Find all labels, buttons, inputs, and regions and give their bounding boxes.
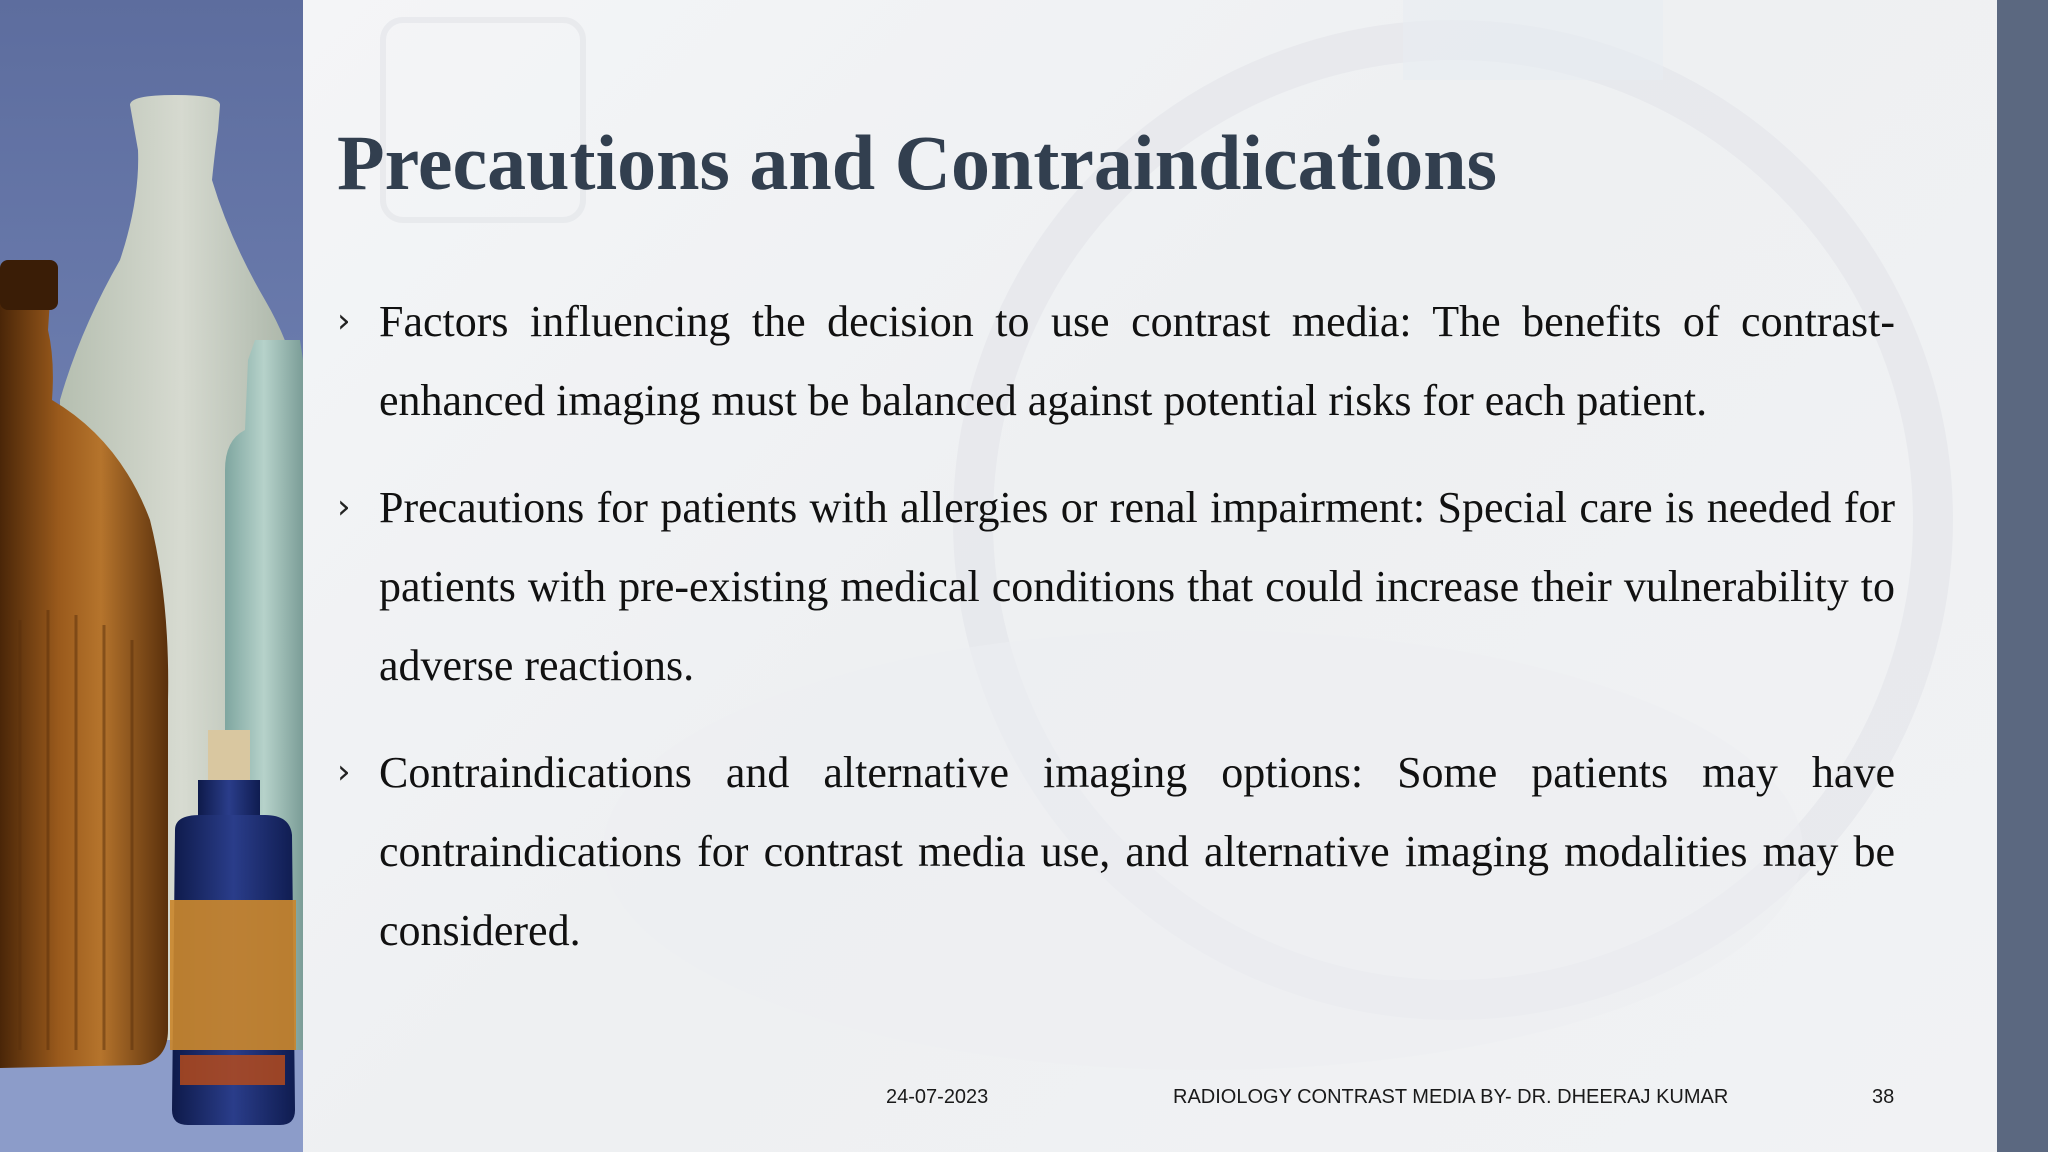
bullet-text: Contraindications and alternative imaging options: Some patients may have contraindications for contrast media use, and alternative imaging modalities may be considered. — [379, 748, 1895, 955]
bullet-item — [337, 468, 1895, 705]
footer-title: RADIOLOGY CONTRAST MEDIA BY- DR. DHEERAJ KUMAR — [1173, 1086, 1729, 1108]
bullet-item — [337, 733, 1895, 970]
bullet-chevron-icon: › — [337, 752, 351, 792]
bullet-text: Factors influencing the decision to use contrast media: The benefits of contrast-enhanced imaging must be balanced against potential risks for each patient. — [379, 297, 1895, 425]
slide-title: Precautions and Contraindications — [337, 119, 1498, 206]
bullet-list — [337, 282, 1895, 998]
page-number: 38 — [1872, 1086, 1895, 1108]
bullet-text: Precautions for patients with allergies or renal impairment: Special care is needed for patients with pre-existing medical conditions that could increase their vulnerability to adverse reactions. — [379, 483, 1895, 690]
bottles-illustration — [0, 0, 303, 1152]
slide-content — [303, 0, 1997, 1152]
bottles-photo — [0, 0, 303, 1152]
bullet-chevron-icon: › — [337, 301, 351, 341]
bullet-chevron-icon: › — [337, 487, 351, 527]
right-accent-bar — [1997, 0, 2048, 1152]
footer-date: 24-07-2023 — [886, 1086, 989, 1108]
bullet-item — [337, 282, 1895, 440]
